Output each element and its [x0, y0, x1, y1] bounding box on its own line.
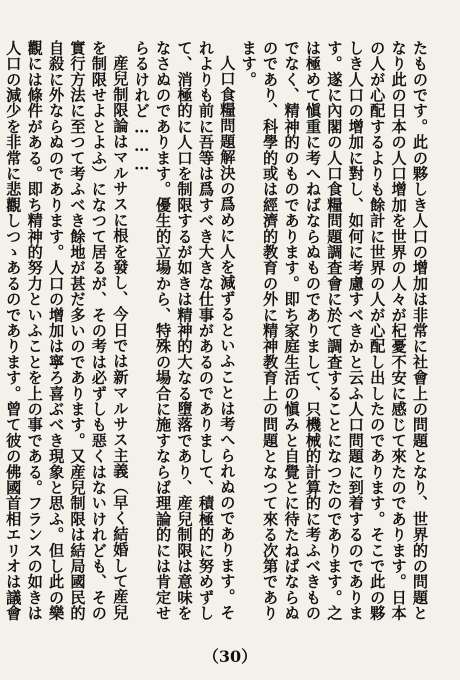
- vertical-text-body: [4, 40, 430, 636]
- paragraph: 人口食糧問題解決の爲めに人を減ずるといふことは考へられぬのであります。それよりも前に吾等は爲すべき大きな仕事があるのでありまして、積極的に努めずして、消極的に人口を制限するが如きは精神的大なる墮落であり、産兒制限は意味をなさぬのであります。優生的立場から、特殊の場合に施すならば理論的には肯定せらるけれど………: [132, 40, 237, 621]
- paragraph: たものです。此の夥しき人口の增加は非常に社會上の問題となり、世界的の問題となり此の日本の人口增加を世界の人々が杞憂不安に感じて來たのであります。日本の人が心配するよりも餘計に世界の人が心配し出したのであります。そこで此の夥しき人口の增加に對し、如何に考慮すべきかと云ふ人口問題に到着するのであります。遂に內閣の人口食糧問題調査會に於て調査することになつたのであります。之は極めて愼重に考へねばならぬものでありまして、只機械的計算的に考ふべきものでなく、精神的のものであります。即ち家庭生活の愼みと自覺とに待たねばならぬのであり、科學的或は經濟的教育の外に精神教育上の問題となつて來る次第であります。: [239, 40, 429, 621]
- paragraph: 産兒制限論はマルサスに根を發し、今日では新マルサス主義（早く結婚して産兒を制限せよとよふ）になつて居るが、その考は必ずしも惡くはないけれども、その實行方法に至つて考ふべき餘地が甚だ多いのであります。又産兒制限は結局國民的自殺に外ならぬのであります。人口の增加は寧ろ喜ぶべき現象と思ふ。但し此の樂觀には條件がある。即ち精神的努力といふことを上の事である。フランスの如きは人口の減少を非常に悲觀しつゝあるのであります。曾て彼の佛國首相エリオは議會: [4, 40, 130, 621]
- page-number: （30）: [202, 647, 258, 666]
